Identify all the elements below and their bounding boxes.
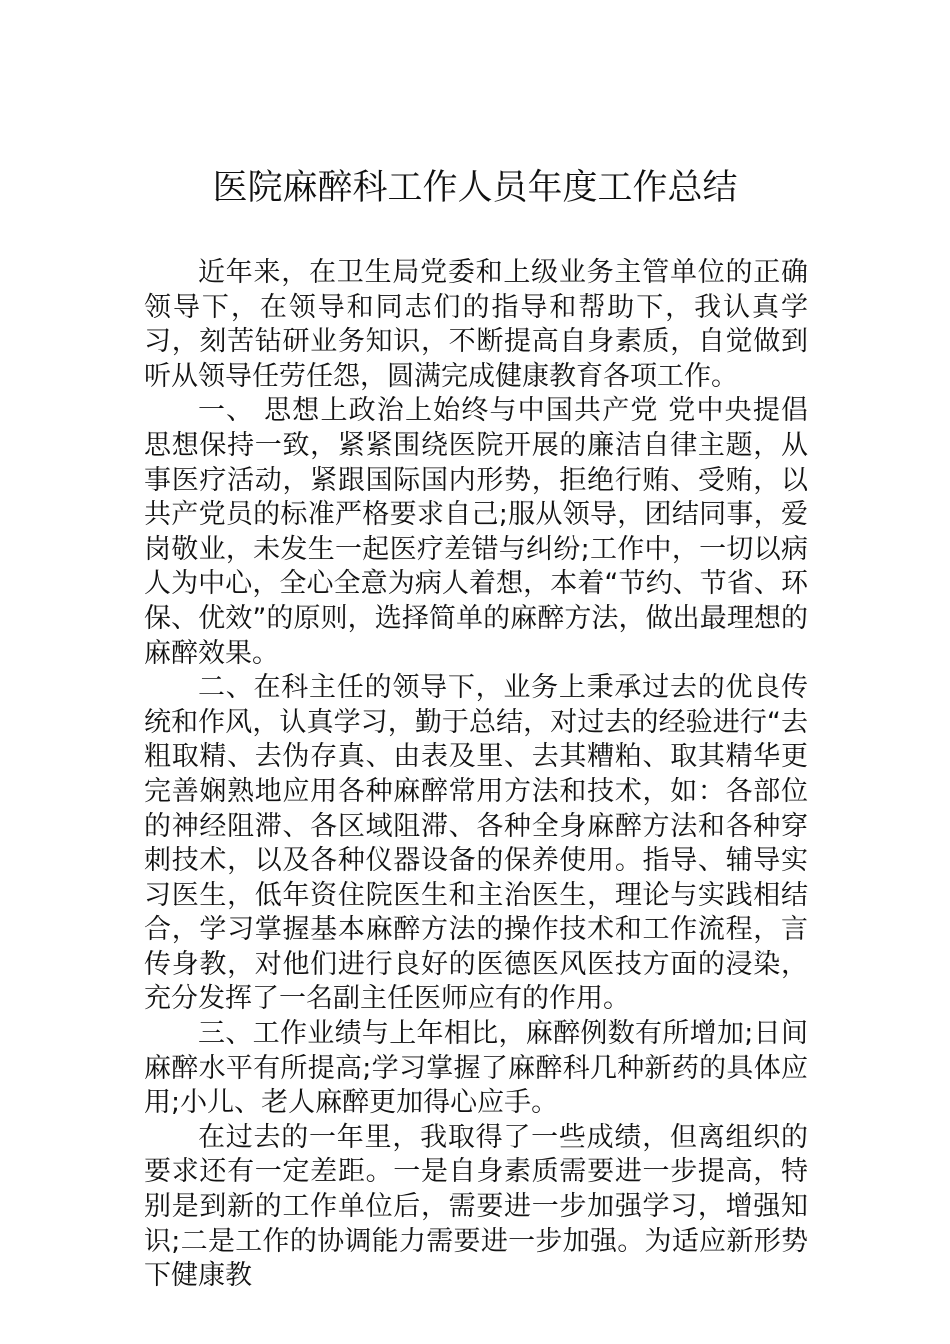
- paragraph-intro: 近年来，在卫生局党委和上级业务主管单位的正确领导下，在领导和同志们的指导和帮助下，我认真学习，刻苦钻研业务知识，不断提高自身素质，自觉做到听从领导任劳任怨，圆满完成健康教育各项工作。: [144, 257, 808, 392]
- document-title: 医院麻醉科工作人员年度工作总结: [212, 168, 738, 208]
- paragraph-section-3: 三、工作业绩与上年相比，麻醉例数有所增加;日间麻醉水平有所提高;学习掌握了麻醉科几种新药的具体应用;小儿、老人麻醉更加得心应手。: [144, 1018, 808, 1119]
- document-body: [144, 256, 808, 1294]
- paragraph-section-2: 二、在科主任的领导下，业务上秉承过去的优良传统和作风，认真学习，勤于总结，对过去的经验进行“去粗取精、去伪存真、由表及里、去其糟粕、取其精华更完善娴熟地应用各种麻醉常用方法和技术，如：各部位的神经阻滞、各区域阻滞、各种全身麻醉方法和各种穿刺技术，以及各种仪器设备的保养使用。指导、辅导实习医生，低年资住院医生和主治医生，理论与实践相结合，学习掌握基本麻醉方法的操作技术和工作流程，言传身教，对他们进行良好的医德医风医技方面的浸染，充分发挥了一名副主任医师应有的作用。: [144, 672, 808, 1015]
- paragraph-reflection: 在过去的一年里，我取得了一些成绩，但离组织的要求还有一定差距。一是自身素质需要进一步提高，特别是到新的工作单位后，需要进一步加强学习，增强知识;二是工作的协调能力需要进一步加强。为适应新形势下健康教: [144, 1121, 808, 1292]
- paragraph-section-1: 一、 思想上政治上始终与中国共产党 党中央提倡思想保持一致，紧紧围绕医院开展的廉洁自律主题，从事医疗活动，紧跟国际国内形势，拒绝行贿、受贿，以共产党员的标准严格要求自己;服从领导，团结同事，爱岗敬业，未发生一起医疗差错与纠纷;工作中，一切以病人为中心，全心全意为病人着想，本着“节约、节省、环保、优效”的原则，选择简单的麻醉方法，做出最理想的麻醉效果。: [144, 395, 808, 669]
